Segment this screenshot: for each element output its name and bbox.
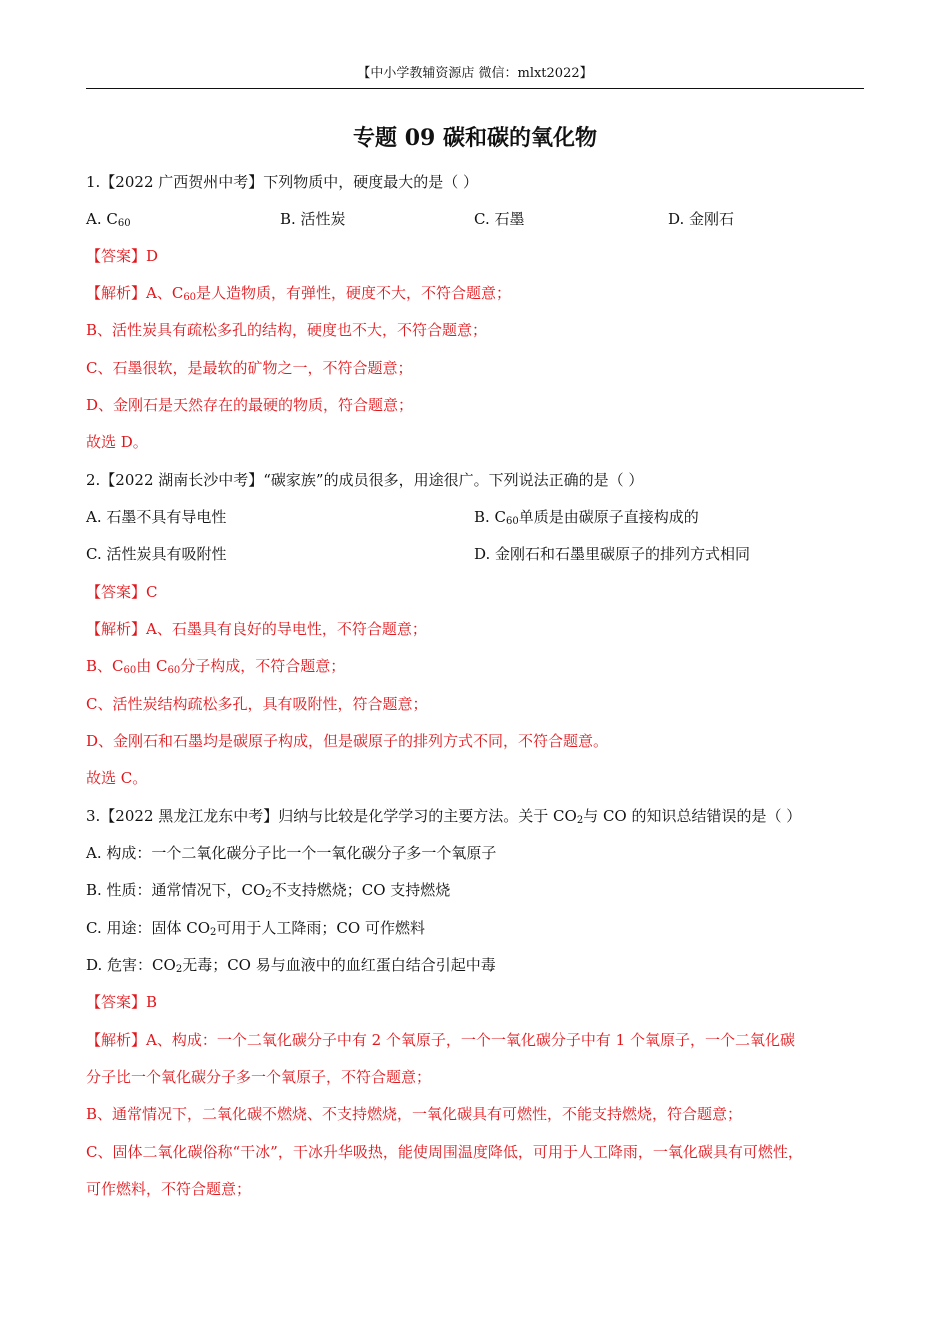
q1-explanation-3: C、石墨很软，是最软的矿物之一，不符合题意； <box>86 359 413 377</box>
q2-option-c: C. 活性炭具有吸附性 <box>86 545 227 563</box>
q2-stem: 2.【2022 湖南长沙中考】“碳家族”的成员很多，用途很广。下列说法正确的是（ ） <box>86 471 644 489</box>
q1-answer: 【答案】D <box>86 247 159 265</box>
q1-explanation-4: D、金刚石是天然存在的最硬的物质，符合题意； <box>86 396 414 414</box>
q1-explanation-1: 【解析】A、$C_{60}$是人造物质，有弹性，硬度不大，不符合题意； <box>86 284 512 303</box>
q2-explanation-3: C、活性炭结构疏松多孔，具有吸附性，符合题意； <box>86 695 428 713</box>
q2-answer: 【答案】C <box>86 583 158 601</box>
q2-explanation-2: B、$C_{60}$由 $C_{60}$分子构成，不符合题意； <box>86 657 346 676</box>
page-header: 【中小学教辅资源店 微信：mlxt2022】 <box>357 66 593 81</box>
q2-explanation-4: D、金刚石和石墨均是碳原子构成，但是碳原子的排列方式不同，不符合题意。 <box>86 732 609 750</box>
q2-explanation-5: 故选 C。 <box>86 769 148 787</box>
q2-option-d: D. 金刚石和石墨里碳原子的排列方式相同 <box>474 545 751 563</box>
q3-explanation-5: 可作燃料，不符合题意； <box>86 1180 252 1198</box>
q3-explanation-4: C、固体二氧化碳俗称“干冰”，干冰升华吸热，能使周围温度降低，可用于人工降雨，一氧化碳具有可燃性， <box>86 1143 803 1161</box>
q2-option-a: A. 石墨不具有导电性 <box>86 508 227 526</box>
q2-option-b: B. $C_{60}$单质是由碳原子直接构成的 <box>474 508 699 527</box>
q1-option-c: C. 石墨 <box>474 210 525 228</box>
q3-option-c: C. 用途：固体 $CO_2$可用于人工降雨；CO 可作燃料 <box>86 919 425 938</box>
q3-option-d: D. 危害：$CO_2$无毒；CO 易与血液中的血红蛋白结合引起中毒 <box>86 956 496 975</box>
q1-stem: 1.【2022 广西贺州中考】下列物质中，硬度最大的是（ ） <box>86 173 479 191</box>
q3-explanation-1: 【解析】A、构成：一个二氧化碳分子中有 2 个氧原子，一个一氧化碳分子中有 1 个氧原子，一个二氧化碳 <box>86 1031 795 1049</box>
q3-answer: 【答案】B <box>86 993 158 1011</box>
page-title: 专题 09 碳和碳的氧化物 <box>353 125 597 151</box>
q3-stem: 3.【2022 黑龙江龙东中考】归纳与比较是化学学习的主要方法。关于 $CO_2$与 CO 的知识总结错误的是（ ） <box>86 807 802 826</box>
q1-option-d: D. 金刚石 <box>668 210 735 228</box>
q3-explanation-3: B、通常情况下，二氧化碳不燃烧、不支持燃烧，一氧化碳具有可燃性，不能支持燃烧，符合题意； <box>86 1105 743 1123</box>
header-divider <box>86 88 864 89</box>
q1-explanation-2: B、活性炭具有疏松多孔的结构，硬度也不大，不符合题意； <box>86 321 488 339</box>
q1-option-b: B. 活性炭 <box>280 210 346 228</box>
q2-explanation-1: 【解析】A、石墨具有良好的导电性，不符合题意； <box>86 620 427 638</box>
q3-option-a: A. 构成：一个二氧化碳分子比一个一氧化碳分子多一个氧原子 <box>86 844 497 862</box>
q1-explanation-5: 故选 D。 <box>86 433 148 451</box>
q3-option-b: B. 性质：通常情况下，$CO_2$不支持燃烧；CO 支持燃烧 <box>86 881 451 900</box>
q3-explanation-2: 分子比一个氧化碳分子多一个氧原子，不符合题意； <box>86 1068 432 1086</box>
q1-option-a: A. $C_{60}$ <box>86 210 131 229</box>
